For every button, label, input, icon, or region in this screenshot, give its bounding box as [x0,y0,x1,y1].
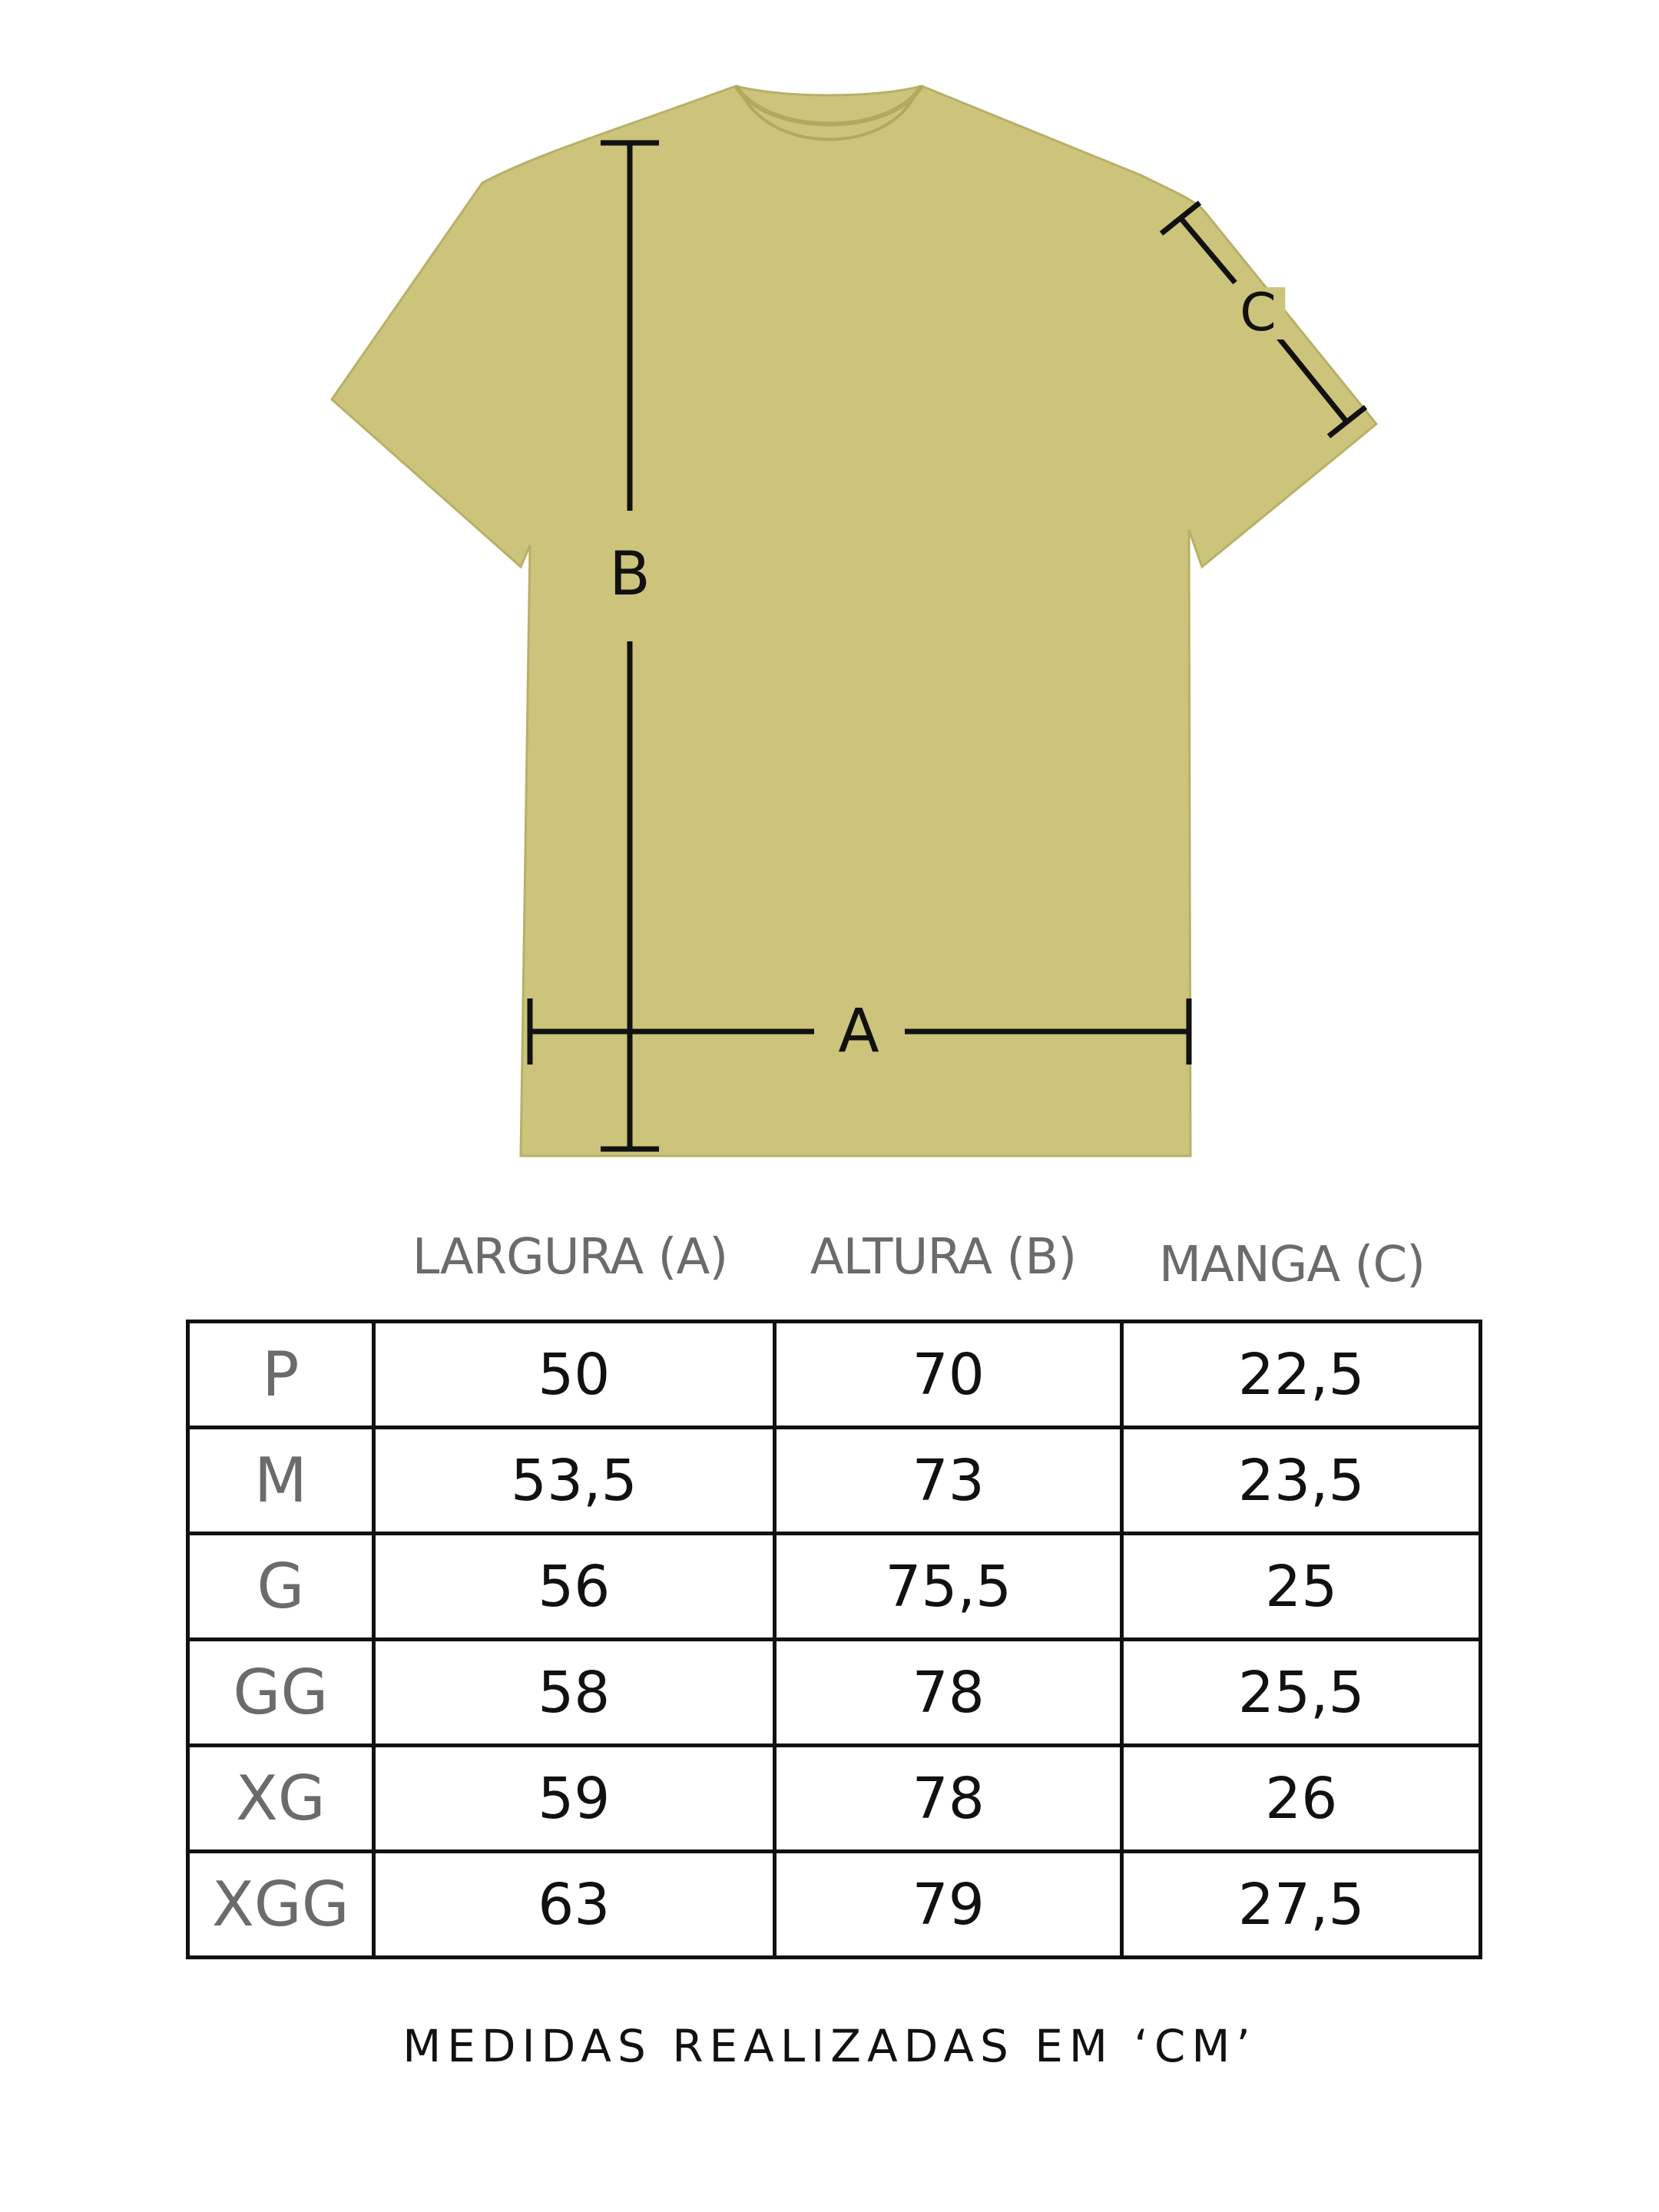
measure-c-label: C [1230,287,1285,339]
table-row [188,1428,1481,1534]
manga-cell: 25 [1122,1534,1481,1640]
altura-cell: 79 [774,1852,1122,1958]
table-row [188,1534,1481,1640]
manga-cell: 22,5 [1122,1322,1481,1428]
largura-cell: 50 [373,1322,774,1428]
header-largura: LARGURA (A) [412,1229,728,1286]
header-altura: ALTURA (B) [810,1229,1077,1286]
size-cell: XGG [188,1852,374,1958]
altura-cell: 70 [774,1322,1122,1428]
largura-cell: 63 [373,1852,774,1958]
table-row [188,1852,1481,1958]
manga-cell: 23,5 [1122,1428,1481,1534]
size-cell: P [188,1322,374,1428]
header-manga: MANGA (C) [1158,1237,1426,1293]
measure-a-label: A [829,1002,888,1061]
tshirt-shape [332,86,1376,1156]
manga-cell: 25,5 [1122,1640,1481,1746]
table-row [188,1746,1481,1852]
altura-cell: 78 [774,1640,1122,1746]
largura-cell: 56 [373,1534,774,1640]
altura-cell: 75,5 [774,1534,1122,1640]
largura-cell: 58 [373,1640,774,1746]
altura-cell: 73 [774,1428,1122,1534]
units-footnote: MEDIDAS REALIZADAS EM ‘CM’ [402,2020,1257,2072]
manga-cell: 26 [1122,1746,1481,1852]
size-table [186,1320,1482,1959]
largura-cell: 53,5 [373,1428,774,1534]
size-cell: GG [188,1640,374,1746]
table-row [188,1322,1481,1428]
measure-b-label: B [600,545,660,604]
largura-cell: 59 [373,1746,774,1852]
table-row [188,1640,1481,1746]
altura-cell: 78 [774,1746,1122,1852]
size-cell: XG [188,1746,374,1852]
size-cell: G [188,1534,374,1640]
size-cell: M [188,1428,374,1534]
manga-cell: 27,5 [1122,1852,1481,1958]
